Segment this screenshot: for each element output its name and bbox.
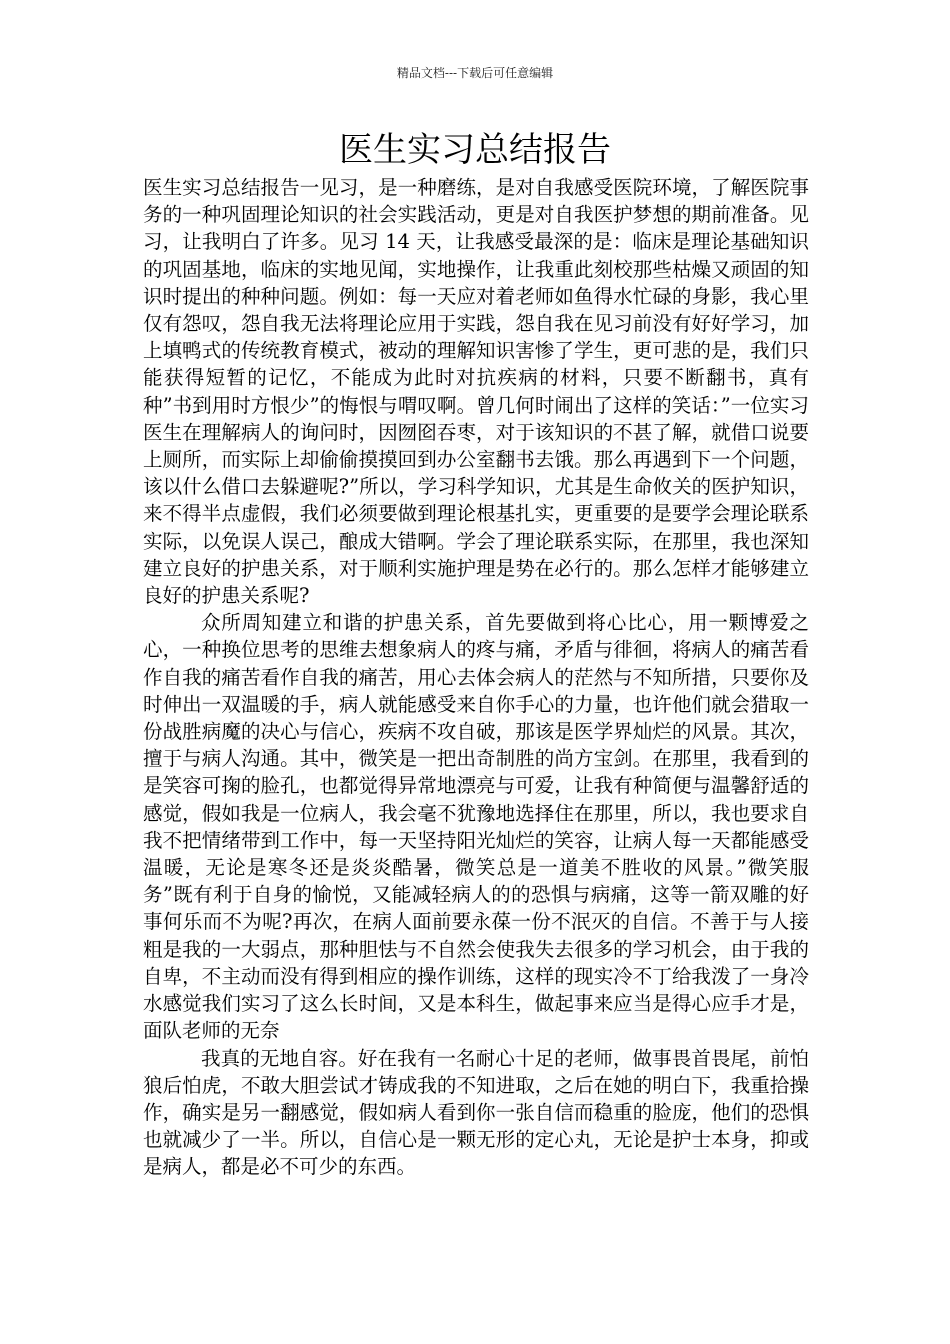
header-note: 精品文档---下载后可任意编辑 (396, 66, 554, 80)
paragraph-1: 医生实习总结报告一见习，是一种磨练，是对自我感受医院环境，了解医院事务的一种巩固理论知识的社会实践活动，更是对自我医护梦想的期前准备。见习，让我明白了许多。见习 14 天，让我感受最深的是：临床是理论基础知识的巩固基地，临床的实地见闻，实地操作，让我重此刻校那些枯燥又顽固的知识时提出的种种问题。例如：每一天应对着老师如鱼得水忙碌的身影，我心里仅有怨叹，怨自我无法将理论应用于实践，怨自我在见习前没有好好学习，加上填鸭式的传统教育模式，被动的理解知识害惨了学生，更可悲的是，我们只能获得短暂的记忆，不能成为此时对抗疾病的材料，只要不断翻书，真有种”书到用时方恨少”的悔恨与喟叹啊。曾几何时闹出了这样的笑话：”一位实习医生在理解病人的询问时，因囫囵吞枣，对于该知识的不甚了解，就借口说要上厕所，而实际上却偷偷摸摸回到办公室翻书去饿。那么再遇到下一个问题，该以什么借口去躲避呢?”所以，学习科学知识，尤其是生命攸关的医护知识，来不得半点虚假，我们必须要做到理论根基扎实，更重要的是要学会理论联系实际，以免误人误己，酿成大错啊。学会了理论联系实际，在那里，我也深知建立良好的护患关系，对于顺利实施护理是势在必行的。那么怎样才能够建立良好的护患关系呢? (143, 176, 809, 608)
document-title: 医生实习总结报告 (339, 130, 611, 170)
paragraph-2: 众所周知建立和谐的护患关系，首先要做到将心比心，用一颗博爱之心，一种换位思考的思维去想象病人的疼与痛，矛盾与徘徊，将病人的痛苦看作自我的痛苦看作自我的痛苦，用心去体会病人的茫然与不知所措，只要你及时伸出一双温暖的手，病人就能感受来自你手心的力量，也许他们就会猎取一份战胜病魔的决心与信心，疾病不攻自破，那该是医学界灿烂的风景。其次，擅于与病人沟通。其中，微笑是一把出奇制胜的尚方宝剑。在那里，我看到的是笑容可掬的脸孔，也都觉得异常地漂亮与可爱，让我有种简便与温馨舒适的感觉，假如我是一位病人，我会毫不犹豫地选择住在那里，所以，我也要求自我不把情绪带到工作中，每一天坚持阳光灿烂的笑容，让病人每一天都能感受温暖，无论是寒冬还是炎炎酷暑，微笑总是一道美不胜收的风景。”微笑服务”既有利于自身的愉悦，又能减轻病人的的恐惧与病痛，这等一箭双雕的好事何乐而不为呢?再次，在病人面前要永葆一份不泯灭的自信。不善于与人接粗是我的一大弱点，那种胆怯与不自然会使我失去很多的学习机会，由于我的自卑，不主动而没有得到相应的操作训练，这样的现实冷不丁给我泼了一身冷水感觉我们实习了这么长时间，又是本科生，做起事来应当是得心应手才是，面队老师的无奈 (143, 611, 809, 1043)
document-body (143, 174, 809, 1181)
paragraph-3: 我真的无地自容。好在我有一名耐心十足的老师，做事畏首畏尾，前怕狼后怕虎，不敢大胆尝试才铸成我的不知进取，之后在她的明白下，我重拾操作，确实是另一翻感觉，假如病人看到你一张自信而稳重的脸庞，他们的恐惧也就减少了一半。所以，自信心是一颗无形的定心丸，无论是护士本身，抑或是病人，都是必不可少的东西。 (143, 1046, 809, 1179)
